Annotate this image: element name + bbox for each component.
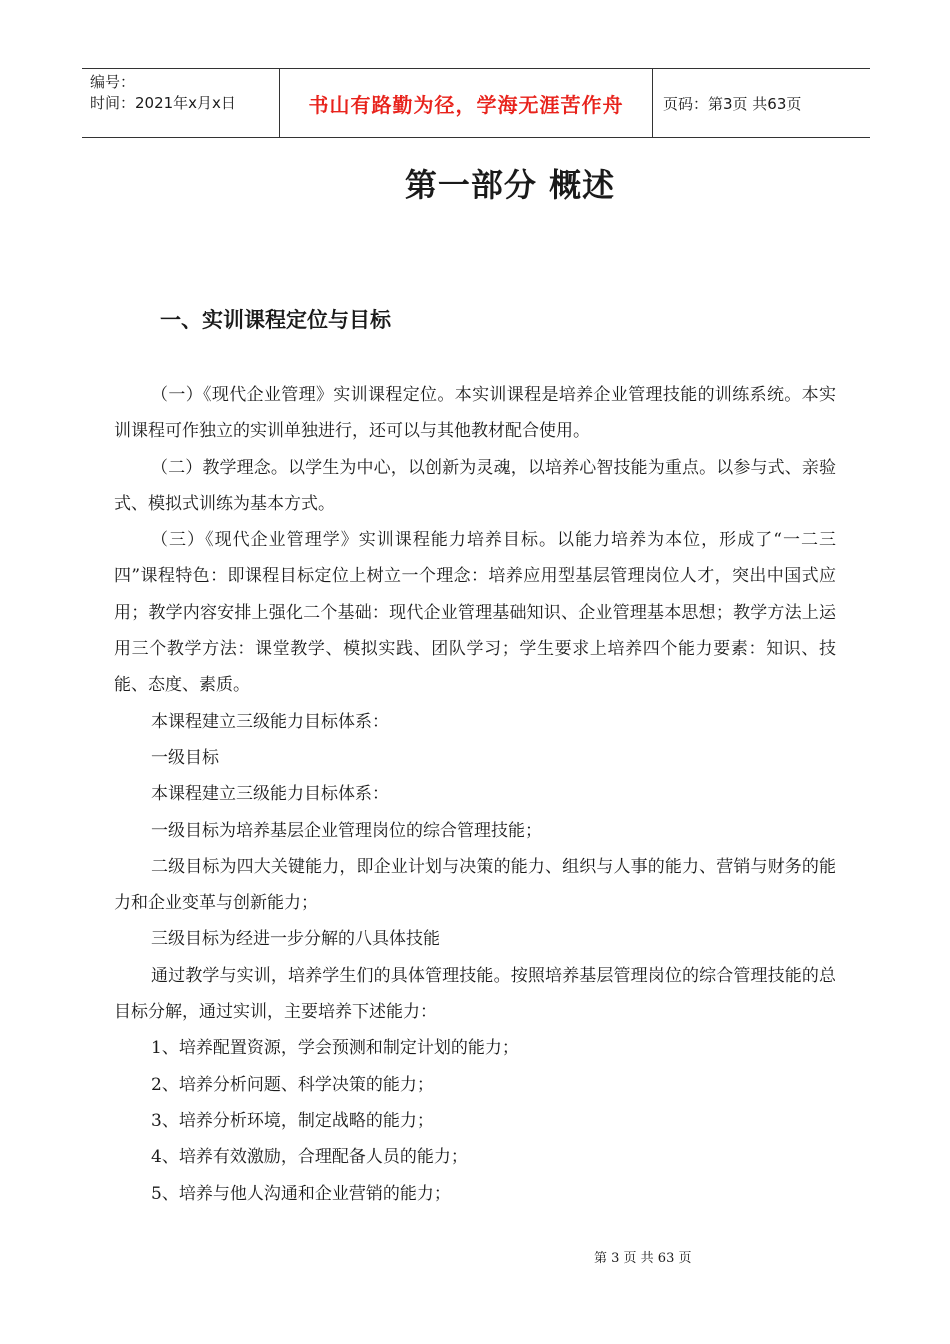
- paragraph: 一级目标为培养基层企业管理岗位的综合管理技能；: [151, 820, 542, 841]
- list-item: 4、培养有效激励，合理配备人员的能力；: [151, 1147, 468, 1168]
- section-heading: 一、实训课程定位与目标: [160, 308, 391, 332]
- paragraph: 本课程建立三级能力目标体系：: [151, 711, 389, 732]
- body-content: [114, 377, 836, 1212]
- page-header: [82, 68, 870, 138]
- paragraph: （三）《现代企业管理学》实训课程能力培养目标。以能力培养为本位，形成了“一二三四”课程特色：即课程目标定位上树立一个理念：培养应用型基层管理岗位人才，突出中国式应用；教学内容安排上强化二个基础：现代企业管理基础知识、企业管理基本思想；教学方法上运用三个教学方法：课堂教学、模拟实践、团队学习；学生要求上培养四个能力要素：知识、技能、态度、素质。: [114, 530, 836, 696]
- paragraph: （二）教学理念。以学生为中心，以创新为灵魂，以培养心智技能为重点。以参与式、亲验式、模拟式训练为基本方式。: [114, 457, 836, 514]
- header-page-info: 页码：第3页 共63页: [663, 94, 802, 113]
- list-item: 5、培养与他人沟通和企业营销的能力；: [151, 1183, 451, 1204]
- list-item: 1、培养配置资源，学会预测和制定计划的能力；: [151, 1038, 519, 1059]
- header-motto: 书山有路勤为径，学海无涯苦作舟: [308, 92, 624, 117]
- paragraph: （一）《现代企业管理》实训课程定位。本实训课程是培养企业管理技能的训练系统。本实训课程可作独立的实训单独进行，还可以与其他教材配合使用。: [114, 385, 836, 442]
- header-number-label: 编号：: [90, 73, 136, 91]
- page-footer: 第 3 页 共 63 页: [594, 1251, 692, 1266]
- header-motto-cell: [280, 69, 653, 137]
- paragraph: 本课程建立三级能力目标体系：: [151, 784, 389, 805]
- paragraph: 一级目标: [151, 747, 219, 768]
- paragraph: 三级目标为经进一步分解的八具体技能: [151, 929, 440, 950]
- header-meta: [82, 69, 280, 137]
- header-time-label: 时间：2021年x月x日: [90, 94, 236, 112]
- paragraph: 二级目标为四大关键能力，即企业计划与决策的能力、组织与人事的能力、营销与财务的能力和企业变革与创新能力；: [114, 856, 836, 914]
- page-title: 第一部分 概述: [404, 166, 616, 204]
- list-item: 3、培养分析环境，制定战略的能力；: [151, 1110, 434, 1131]
- list-item: 2、培养分析问题、科学决策的能力；: [151, 1074, 434, 1095]
- paragraph: 通过教学与实训，培养学生们的具体管理技能。按照培养基层管理岗位的综合管理技能的总目标分解，通过实训，主要培养下述能力：: [114, 965, 836, 1023]
